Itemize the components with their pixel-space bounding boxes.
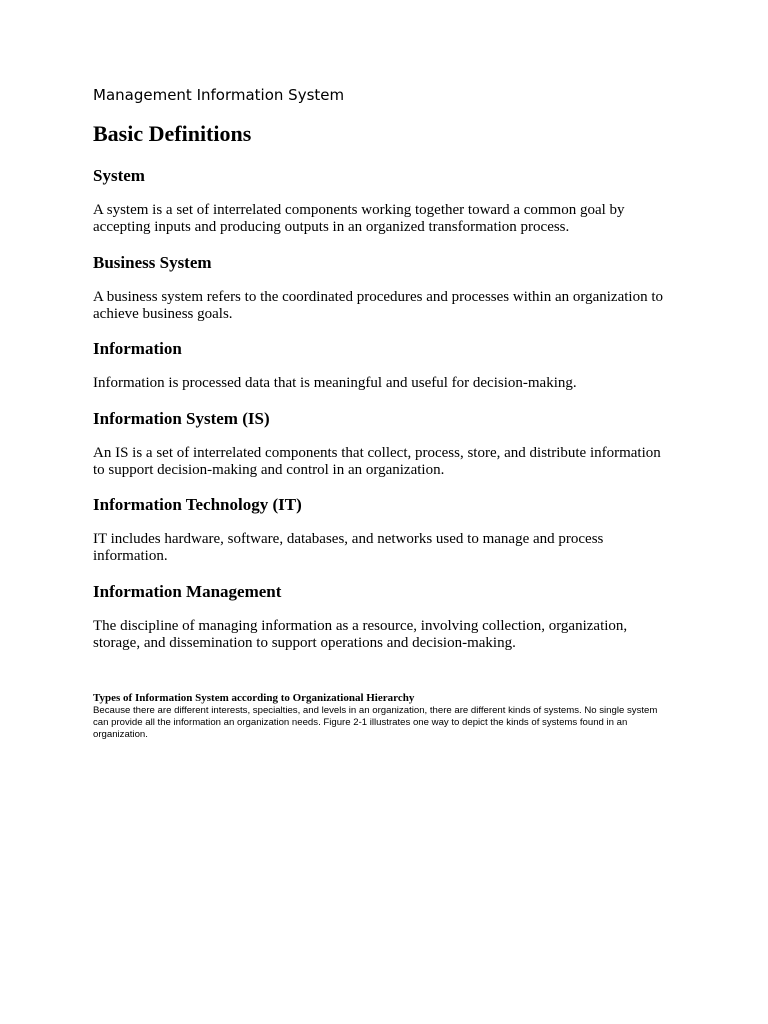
page-title: Basic Definitions xyxy=(93,121,252,146)
types-body: Because there are different interests, specialties, and levels in an organization, there are different kinds of systems. No single system can provide all the information an organization needs. Figure 2-1 illustrates one way to depict the kinds of systems found in an organization. xyxy=(93,705,658,740)
section-heading-system: System xyxy=(93,166,145,185)
types-heading: Types of Information System according to Organizational Hierarchy xyxy=(93,692,415,704)
section-heading-information-management: Information Management xyxy=(93,582,282,601)
section-body-information-management: The discipline of managing information as a resource, involving collection, organization, storage, and dissemination to support operations and decision-making. xyxy=(93,618,628,651)
section-body-system: A system is a set of interrelated components working together toward a common goal by accepting inputs and producing outputs in an organized transformation process. xyxy=(93,202,625,235)
document-header: Management Information System xyxy=(93,86,345,104)
section-heading-information-technology: Information Technology (IT) xyxy=(93,495,302,514)
section-body-information-system: An IS is a set of interrelated components that collect, process, store, and distribute information to support decision-making and control in an organization. xyxy=(93,445,661,478)
section-body-information-technology: IT includes hardware, software, databases, and networks used to manage and process information. xyxy=(93,531,604,564)
section-heading-business-system: Business System xyxy=(93,253,212,272)
section-body-information: Information is processed data that is meaningful and useful for decision-making. xyxy=(93,375,577,391)
section-body-business-system: A business system refers to the coordinated procedures and processes within an organization to achieve business goals. xyxy=(93,289,663,322)
section-heading-information: Information xyxy=(93,339,182,358)
section-heading-information-system: Information System (IS) xyxy=(93,409,270,428)
